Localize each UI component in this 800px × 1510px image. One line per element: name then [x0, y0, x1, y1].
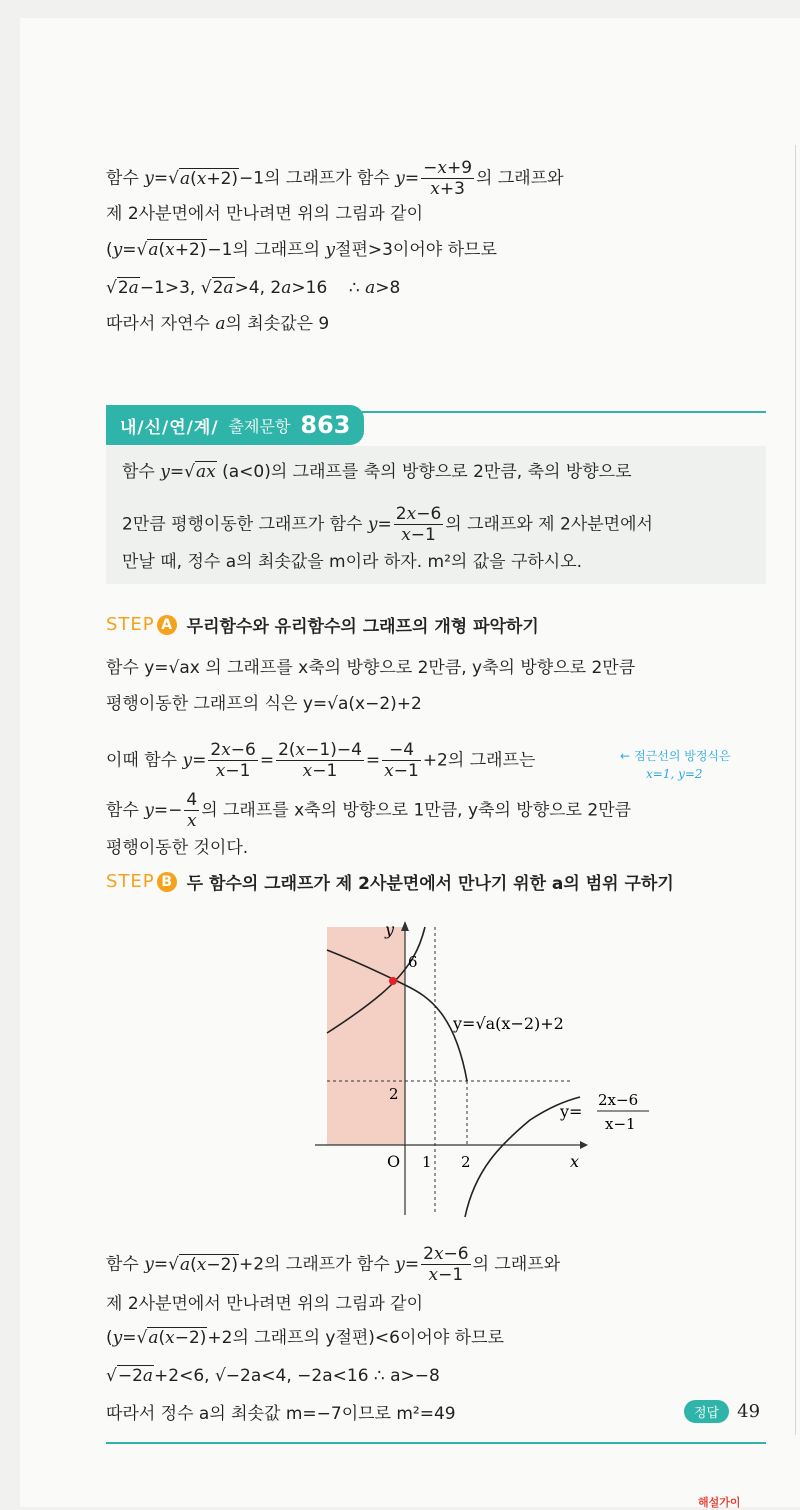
intersection-point: [389, 977, 397, 985]
prev-line-1: 함수 y=√a(x+2)−1의 그래프가 함수 y= $\frac{-x+9}{x+3}$ 의 그래프와: [106, 158, 564, 199]
step-b-title: 두 함수의 그래프가 제 2사분면에서 만나기 위한 a의 범위 구하기: [186, 874, 674, 894]
y-axis-label: y: [385, 920, 395, 939]
footer-text: 해설가이: [698, 1496, 741, 1509]
second-quadrant-region: [327, 927, 405, 1145]
conclusion-line-3: (y=√a(x−2)+2의 그래프의 y절편)<6이어야 하므로: [106, 1328, 504, 1348]
prev-line-4: √2a−1>3, √2a>4, 2a>16 ∴ a>8: [106, 278, 401, 298]
hyperbola-label-prefix: y=: [560, 1102, 583, 1121]
arrow-left-icon: ←: [620, 749, 631, 763]
section-title: 내/신/연/계/: [120, 417, 219, 438]
step-a-title: 무리함수와 유리함수의 그래프의 개형 파악하기: [186, 617, 539, 637]
tick-y2: 2: [389, 1085, 399, 1103]
question-line-1: 함수 y=√ax (a<0)의 그래프를 축의 방향으로 2만큼, 축의 방향으로: [122, 462, 632, 482]
tick-x1: 1: [422, 1153, 432, 1171]
step-a-line-4: 함수 y=− $\frac{4}{x}$ 의 그래프를 x축의 방향으로 1만큼, y축의 방향으로 2만큼: [106, 790, 632, 831]
conclusion-line-4: √−2a+2<6, √−2a<4, −2a<16 ∴ a>−8: [106, 1366, 440, 1386]
answer-label: 정답: [684, 1400, 729, 1423]
sqrt-curve-label: y=√a(x−2)+2: [453, 1014, 564, 1033]
step-a-badge: A: [157, 615, 177, 635]
origin-label: O: [387, 1152, 401, 1171]
hyperbola-label-denominator: x−1: [605, 1115, 636, 1133]
section-badge: [106, 405, 364, 445]
step-a-line-3: 이때 함수 y= $\frac{2x-6}{x-1}$ = $\frac{2(x-1)-4}{x-1}$ = $\frac{-4}{x-1}$ +2의 그래프는: [106, 740, 536, 781]
asymptote-note: ← 점근선의 방정식은 x=1, y=2: [620, 749, 731, 781]
step-a-label: STEP: [106, 614, 155, 635]
function-graph: [315, 915, 655, 1225]
tick-y6: 6: [408, 953, 418, 971]
vertical-divider: [795, 145, 796, 1435]
conclusion-line-2: 제 2사분면에서 만나려면 위의 그림과 같이: [106, 1294, 424, 1314]
step-a-heading: [106, 612, 539, 637]
step-a-line-5: 평행이동한 것이다.: [106, 838, 249, 858]
x-axis-label: x: [570, 1152, 580, 1171]
section-rule: [350, 411, 766, 413]
answer-box: [684, 1400, 760, 1423]
x-axis-arrow-icon: [580, 1141, 588, 1149]
step-b-heading: [106, 869, 674, 894]
question-line-3: 만날 때, 정수 a의 최솟값을 m이라 하자. m²의 값을 구하시오.: [122, 552, 583, 572]
conclusion-line-5: 따라서 정수 a의 최솟값 m=−7이므로 m²=49: [106, 1404, 456, 1424]
prev-line-5: 따라서 자연수 a의 최솟값은 9: [106, 314, 330, 334]
prev-line-2: 제 2사분면에서 만나려면 위의 그림과 같이: [106, 204, 424, 224]
hyperbola-label-numerator: 2x−6: [598, 1091, 639, 1109]
step-b-badge: B: [157, 872, 177, 892]
step-a-line-2: 평행이동한 그래프의 식은 y=√a(x−2)+2: [106, 694, 422, 714]
tick-x2: 2: [461, 1153, 471, 1171]
step-a-line-1: 함수 y=√ax 의 그래프를 x축의 방향으로 2만큼, y축의 방향으로 2만큼: [106, 658, 636, 678]
y-axis-arrow-icon: [401, 921, 409, 931]
step-b-label: STEP: [106, 871, 155, 892]
conclusion-line-1: 함수 y=√a(x−2)+2의 그래프가 함수 y= $\frac{2x-6}{x-1}$ 의 그래프와: [106, 1244, 561, 1285]
bottom-rule: [106, 1442, 766, 1444]
question-line-2: 2만큼 평행이동한 그래프가 함수 y= $\frac{2x-6}{x-1}$ 의 그래프와 제 2사분면에서: [122, 504, 653, 545]
section-subtitle: 출제문항: [228, 416, 291, 436]
answer-value: 49: [737, 1401, 761, 1422]
problem-number: 863: [300, 411, 351, 439]
prev-line-3: (y=√a(x+2)−1의 그래프의 y절편>3이어야 하므로: [106, 240, 497, 260]
